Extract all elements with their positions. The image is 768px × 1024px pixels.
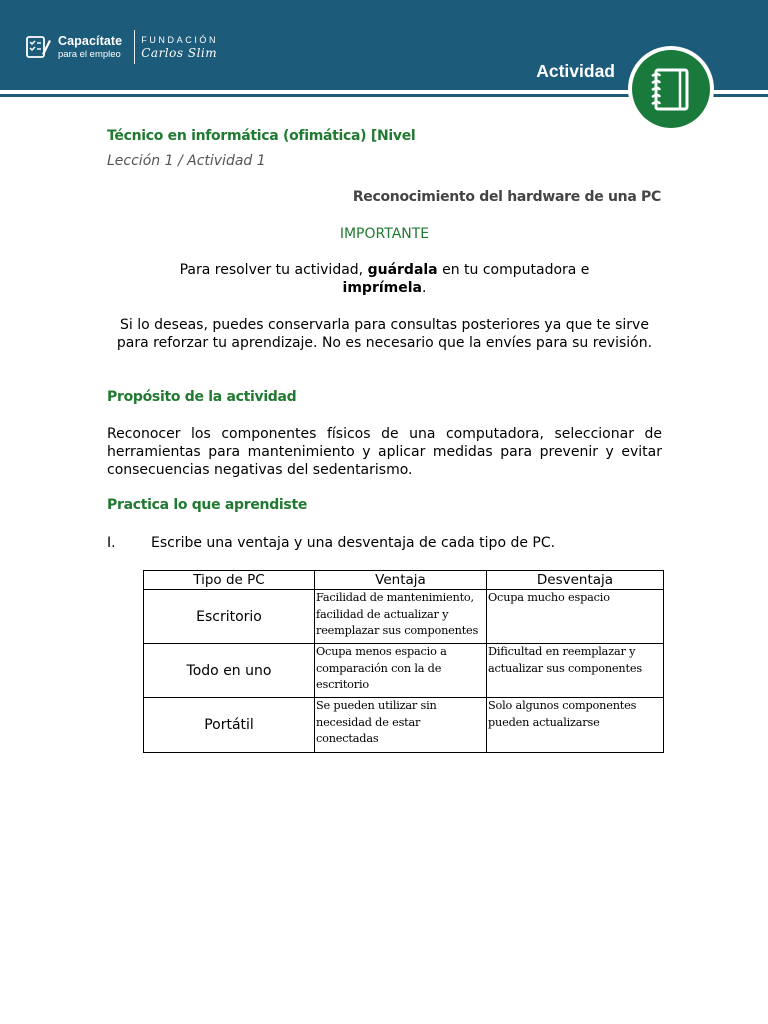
logo-divider: [134, 30, 135, 64]
pc-type-cell: Todo en uno: [144, 644, 315, 698]
disadvantage-cell: Dificultad en reemplazar y actualizar sus componentes: [487, 644, 664, 698]
document-title: Reconocimiento del hardware de una PC: [352, 189, 661, 205]
pc-type-cell: Escritorio: [144, 590, 315, 644]
section-title: Actividad: [536, 61, 615, 81]
checklist-pencil-icon: [25, 34, 51, 60]
purpose-heading: Propósito de la actividad: [107, 389, 297, 405]
disadvantage-cell: Ocupa mucho espacio: [487, 590, 664, 644]
instruction-item: [107, 535, 555, 551]
advantage-cell: Ocupa menos espacio a comparación con la de escritorio: [315, 644, 487, 698]
disadvantage-cell: Solo algunos componentes pueden actualizarse: [487, 698, 664, 753]
table-header-row: [144, 571, 664, 590]
table-row: [144, 590, 664, 644]
table-row: [144, 644, 664, 698]
advantage-cell: Se pueden utilizar sin necesidad de estar conectadas: [315, 698, 487, 753]
foundation-label: FUNDACIÓN: [141, 34, 219, 45]
capacitate-logo: [25, 30, 218, 64]
purpose-text: Reconocer los componentes físicos de una computadora, seleccionar de herramientas para mantenimiento y aplicar medidas para prevenir y evitar consecuencias negativas del sedentarismo.: [107, 426, 662, 478]
activity-badge: [628, 46, 714, 132]
spiral-notebook-icon: [632, 50, 710, 128]
lesson-label: Lección 1 / Actividad 1: [107, 153, 266, 169]
logo-name: Capacítate: [58, 34, 123, 48]
pc-type-cell: Portátil: [144, 698, 315, 753]
important-label: IMPORTANTE: [339, 226, 430, 242]
logo-tagline: para el empleo: [58, 48, 121, 60]
foundation-name: Carlos Slim: [141, 45, 218, 60]
instructions-paragraph: Para resolver tu actividad, guárdala en tu computadora e imprímela.: [179, 262, 590, 296]
header-advantage: Ventaja: [315, 571, 487, 590]
practice-heading: Practica lo que aprendiste: [107, 497, 308, 513]
pc-types-table: [143, 570, 664, 753]
note-paragraph: Si lo deseas, puedes conservarla para consultas posteriores ya que te sirve para reforzar tu aprendizaje. No es necesario que la envíes para su revisión.: [116, 317, 653, 351]
table-row: [144, 698, 664, 753]
instruction-number: I.: [107, 535, 116, 551]
header-disadvantage: Desventaja: [487, 571, 664, 590]
course-title: Técnico en informática (ofimática) [Nivel: [107, 128, 416, 144]
advantage-cell: Facilidad de mantenimiento, facilidad de actualizar y reemplazar sus componentes: [315, 590, 487, 644]
header-type: Tipo de PC: [144, 571, 315, 590]
instruction-text: Escribe una ventaja y una desventaja de cada tipo de PC.: [151, 535, 556, 551]
